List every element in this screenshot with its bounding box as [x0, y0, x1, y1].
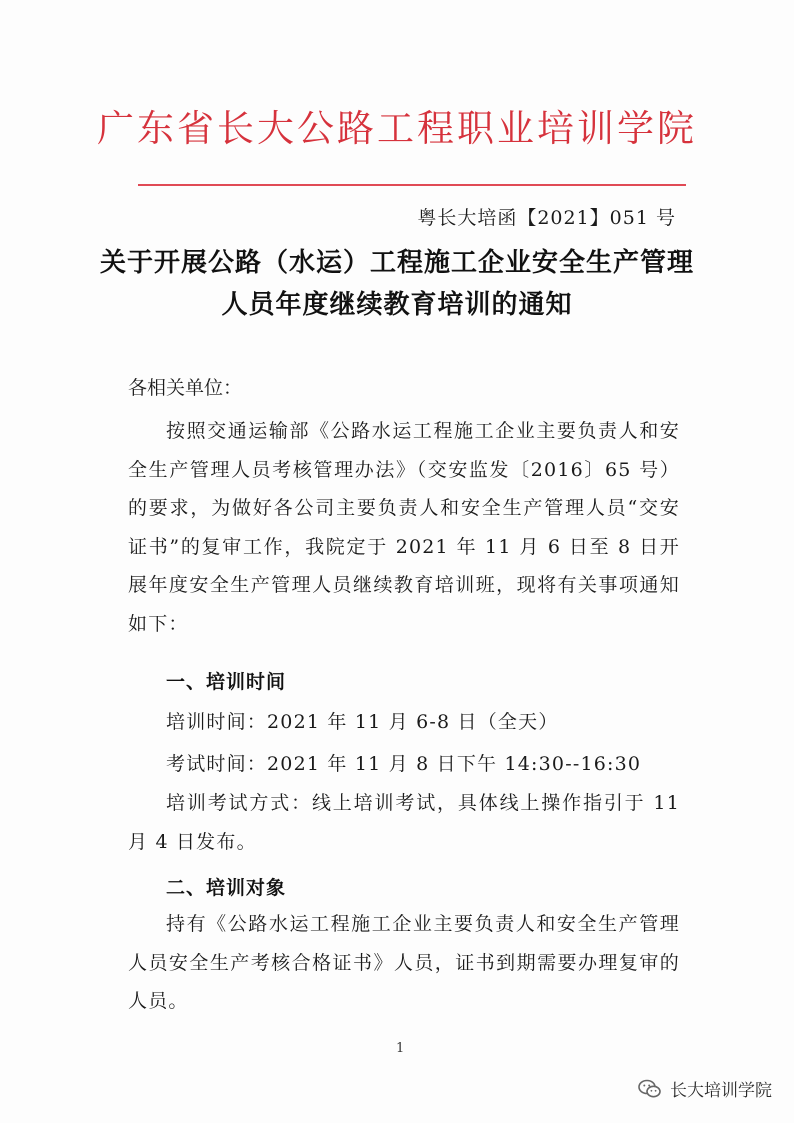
training-target-paragraph: 持有《公路水运工程施工企业主要负责人和安全生产管理人员安全生产考核合格证书》人员，证书到期需要办理复审的人员。: [128, 913, 680, 1013]
section-heading-training-target: 二、培训对象: [166, 877, 287, 899]
red-divider: [138, 184, 686, 186]
wechat-watermark: [638, 1076, 772, 1101]
wechat-icon: [638, 1079, 662, 1099]
training-time-line: 培训时间：2021 年 11 月 6-8 日（全天）: [166, 711, 559, 733]
exam-time-line: 考试时间：2021 年 11 月 8 日下午 14:30--16:30: [166, 753, 642, 775]
section-heading-training-time: 一、培训时间: [166, 671, 287, 693]
exam-method-paragraph: 培训考试方式：线上培训考试，具体线上操作指引于 11 月 4 日发布。: [128, 792, 680, 853]
salutation: 各相关单位：: [128, 377, 243, 399]
intro-paragraph: 按照交通运输部《公路水运工程施工企业主要负责人和安全生产管理人员考核管理办法》（交安监发〔2016〕65 号）的要求，为做好各公司主要负责人和安全生产管理人员“交安证书”的复审工作，我院定于 2021 年 11 月 6 日至 8 日开展年度安全生产管理人员继续教育培训班，现将有关事项通知如下：: [128, 420, 680, 635]
org-title: 广东省长大公路工程职业培训学院: [97, 107, 697, 150]
page-number: 1: [396, 1041, 405, 1056]
document-title: 关于开展公路（水运）工程施工企业安全生产管理人员年度继续教育培训的通知: [100, 248, 695, 320]
document-number: 粤长大培函【2021】051 号: [417, 207, 676, 229]
watermark-text: 长大培训学院: [670, 1081, 772, 1101]
